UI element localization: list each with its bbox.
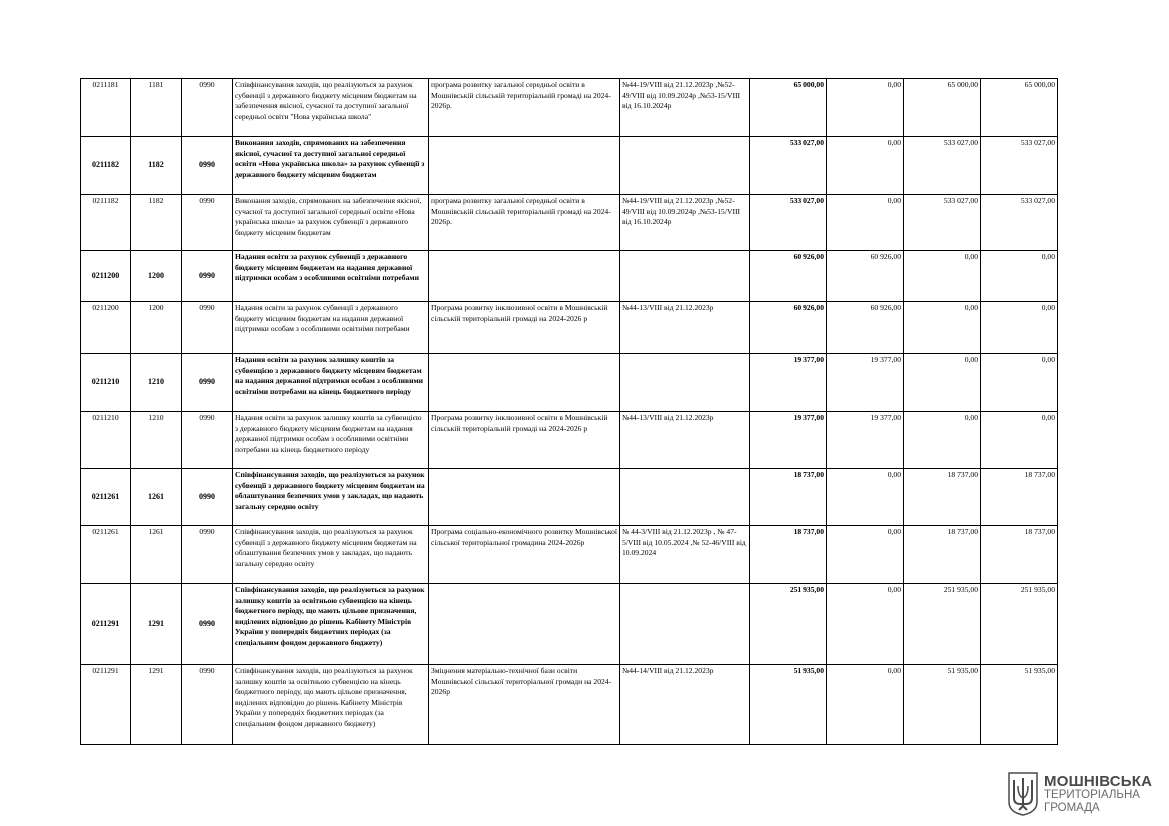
program-name-cell: Програма соціально-економічного розвитку Мошнівської сільської територіальної громадина 2024-2026р (429, 526, 620, 584)
general-fund-cell: 0,00 (827, 665, 904, 745)
table-row (81, 412, 1058, 469)
fkv-code-cell: 0990 (182, 251, 233, 302)
total-amount-cell: 19 377,00 (750, 412, 827, 469)
program-code-cell: 0211261 (81, 526, 131, 584)
kpk-code-cell: 1182 (131, 137, 182, 195)
kpk-code-cell: 1200 (131, 251, 182, 302)
program-name-cell (429, 469, 620, 526)
general-fund-cell: 0,00 (827, 469, 904, 526)
program-name-cell: Програма розвитку інклюзивної освіти в Мошнівській сільській територіальній громаді на 2024-2026 р (429, 302, 620, 354)
kpk-code-cell: 1291 (131, 665, 182, 745)
total-amount-cell: 60 926,00 (750, 251, 827, 302)
decision-cell (620, 354, 750, 412)
measure-name-cell: Виконання заходів, спрямованих на забезпечення якісної, сучасної та доступної загальної середньої освіти «Нова українська школа» за рахунок субвенції з державного бюджету місцевим бюджетам (233, 137, 429, 195)
program-name-cell: програма розвитку загальної середньої освіти в Мошнівській сільській територіальній громаді на 2024-2026р. (429, 79, 620, 137)
special-fund-cell: 0,00 (904, 354, 981, 412)
budget-table (80, 78, 1058, 745)
development-budget-cell: 533 027,00 (981, 137, 1058, 195)
kpk-code-cell: 1182 (131, 195, 182, 251)
general-fund-cell: 19 377,00 (827, 412, 904, 469)
development-budget-cell: 251 935,00 (981, 584, 1058, 665)
kpk-code-cell: 1200 (131, 302, 182, 354)
general-fund-cell: 60 926,00 (827, 251, 904, 302)
development-budget-cell: 51 935,00 (981, 665, 1058, 745)
table-row (81, 195, 1058, 251)
total-amount-cell: 19 377,00 (750, 354, 827, 412)
measure-name-cell: Надання освіти за рахунок залишку коштів за субвенцією з державного бюджету місцевим бюджетам на надання державної підтримки особам з особливими освітніми потребами на кінець бюджетного періоду (233, 354, 429, 412)
general-fund-cell: 0,00 (827, 79, 904, 137)
table-row (81, 584, 1058, 665)
special-fund-cell: 251 935,00 (904, 584, 981, 665)
kpk-code-cell: 1261 (131, 469, 182, 526)
special-fund-cell: 533 027,00 (904, 137, 981, 195)
general-fund-cell: 60 926,00 (827, 302, 904, 354)
table-row (81, 302, 1058, 354)
program-name-cell: Програма розвитку інклюзивної освіти в Мошнівській сільській територіальній громаді на 2024-2026 р (429, 412, 620, 469)
development-budget-cell: 65 000,00 (981, 79, 1058, 137)
total-amount-cell: 60 926,00 (750, 302, 827, 354)
kpk-code-cell: 1210 (131, 412, 182, 469)
fkv-code-cell: 0990 (182, 137, 233, 195)
logo-line-3: ГРОМАДА (1044, 802, 1100, 814)
special-fund-cell: 18 737,00 (904, 469, 981, 526)
total-amount-cell: 51 935,00 (750, 665, 827, 745)
measure-name-cell: Співфінансування заходів, що реалізуються за рахунок субвенції з державного бюджету місцевим бюджетам на забезпечення якісної, сучасної та доступної загальної середньої освіти "Нова українська школа" (233, 79, 429, 137)
decision-cell: №44-19/VIII від 21.12.2023р ,№52-49/VIII від 10.09.2024р ,№53-15/VIII від 16.10.2024р (620, 79, 750, 137)
kpk-code-cell: 1291 (131, 584, 182, 665)
program-code-cell: 0211291 (81, 584, 131, 665)
table-row (81, 354, 1058, 412)
fkv-code-cell: 0990 (182, 469, 233, 526)
kpk-code-cell: 1210 (131, 354, 182, 412)
program-code-cell: 0211261 (81, 469, 131, 526)
total-amount-cell: 65 000,00 (750, 79, 827, 137)
program-name-cell (429, 584, 620, 665)
fkv-code-cell: 0990 (182, 584, 233, 665)
program-code-cell: 0211200 (81, 302, 131, 354)
general-fund-cell: 0,00 (827, 526, 904, 584)
special-fund-cell: 18 737,00 (904, 526, 981, 584)
table-row (81, 137, 1058, 195)
development-budget-cell: 0,00 (981, 302, 1058, 354)
program-code-cell: 0211181 (81, 79, 131, 137)
fkv-code-cell: 0990 (182, 79, 233, 137)
program-name-cell (429, 251, 620, 302)
measure-name-cell: Співфінансування заходів, що реалізуються за рахунок субвенції з державного бюджету місцевим бюджетам на облаштування безпечних умов у закладах, що надають загальну середню освіту (233, 469, 429, 526)
total-amount-cell: 251 935,00 (750, 584, 827, 665)
trident-emblem-icon (1008, 772, 1038, 816)
measure-name-cell: Надання освіти за рахунок залишку коштів за субвенцією з державного бюджету місцевим бюджетам на надання державної підтримки особам з особливими освітніми потребами на кінець бюджетного періоду (233, 412, 429, 469)
development-budget-cell: 0,00 (981, 251, 1058, 302)
special-fund-cell: 65 000,00 (904, 79, 981, 137)
total-amount-cell: 533 027,00 (750, 195, 827, 251)
decision-cell: №44-13/VIII від 21.12.2023р (620, 412, 750, 469)
special-fund-cell: 0,00 (904, 412, 981, 469)
general-fund-cell: 0,00 (827, 137, 904, 195)
measure-name-cell: Виконання заходів, спрямованих на забезпечення якісної, сучасної та доступної загальної середньої освіти «Нова українська школа» за рахунок субвенції з державного бюджету місцевим бюджетам (233, 195, 429, 251)
fkv-code-cell: 0990 (182, 665, 233, 745)
measure-name-cell: Надання освіти за рахунок субвенції з державного бюджету місцевим бюджетам на надання державної підтримки особам з особливими освітніми потребами (233, 302, 429, 354)
community-logo (1008, 772, 1158, 818)
measure-name-cell: Співфінансування заходів, що реалізуються за рахунок субвенції з державного бюджету місцевим бюджетам на облаштування безпечних умов у закладах, що надають загальну середню освіту (233, 526, 429, 584)
fkv-code-cell: 0990 (182, 354, 233, 412)
decision-cell: №44-14/VIII від 21.12.2023р (620, 665, 750, 745)
decision-cell (620, 251, 750, 302)
general-fund-cell: 0,00 (827, 195, 904, 251)
total-amount-cell: 18 737,00 (750, 526, 827, 584)
program-name-cell (429, 137, 620, 195)
measure-name-cell: Надання освіти за рахунок субвенції з державного бюджету місцевим бюджетам на надання державної підтримки особам з особливими освітніми потребами (233, 251, 429, 302)
logo-line-1: МОШНІВСЬКА (1044, 773, 1153, 790)
program-code-cell: 0211182 (81, 195, 131, 251)
development-budget-cell: 0,00 (981, 354, 1058, 412)
table-row (81, 469, 1058, 526)
program-code-cell: 0211200 (81, 251, 131, 302)
measure-name-cell: Співфінансування заходів, що реалізуються за рахунок залишку коштів за освітньою субвенцією на кінець бюджетного періоду, що мають цільове призначення, виділених відповідно до рішень Кабінету Міністрів України у попередніх бюджетних періодах (за спеціальним фондом державного бюджету) (233, 584, 429, 665)
program-code-cell: 0211291 (81, 665, 131, 745)
decision-cell (620, 137, 750, 195)
special-fund-cell: 0,00 (904, 302, 981, 354)
table-row (81, 79, 1058, 137)
program-name-cell (429, 354, 620, 412)
decision-cell (620, 469, 750, 526)
program-name-cell: Зміцнення матеріально-технічної бази освіти Мошнівської сільської територіальної громади на 2024-2026р (429, 665, 620, 745)
development-budget-cell: 533 027,00 (981, 195, 1058, 251)
fkv-code-cell: 0990 (182, 195, 233, 251)
decision-cell (620, 584, 750, 665)
special-fund-cell: 51 935,00 (904, 665, 981, 745)
decision-cell: №44-13/VIII від 21.12.2023р (620, 302, 750, 354)
total-amount-cell: 18 737,00 (750, 469, 827, 526)
fkv-code-cell: 0990 (182, 412, 233, 469)
total-amount-cell: 533 027,00 (750, 137, 827, 195)
table-row (81, 665, 1058, 745)
program-code-cell: 0211210 (81, 412, 131, 469)
measure-name-cell: Співфінансування заходів, що реалізуються за рахунок залишку коштів за освітньою субвенцією на кінець бюджетного періоду, що мають цільове призначення, виділених відповідно до рішень Кабінету Міністрів України у попередніх бюджетних періодах (за спеціальним фондом державного бюджету) (233, 665, 429, 745)
decision-cell: №44-19/VIII від 21.12.2023р ,№52-49/VIII від 10.09.2024р ,№53-15/VIII від 16.10.2024р (620, 195, 750, 251)
logo-line-2: ТЕРИТОРІАЛЬНА (1044, 789, 1140, 801)
program-code-cell: 0211210 (81, 354, 131, 412)
development-budget-cell: 0,00 (981, 412, 1058, 469)
kpk-code-cell: 1261 (131, 526, 182, 584)
development-budget-cell: 18 737,00 (981, 469, 1058, 526)
general-fund-cell: 0,00 (827, 584, 904, 665)
decision-cell: № 44-3/VIII від 21.12.2023р , № 47-5/VIII від 10.05.2024 ,№ 52-46/VIII від 10.09.2024 (620, 526, 750, 584)
table-row (81, 526, 1058, 584)
development-budget-cell: 18 737,00 (981, 526, 1058, 584)
program-name-cell: програма розвитку загальної середньої освіти в Мошнівській сільській територіальній громаді на 2024-2026р. (429, 195, 620, 251)
general-fund-cell: 19 377,00 (827, 354, 904, 412)
table-row (81, 251, 1058, 302)
kpk-code-cell: 1181 (131, 79, 182, 137)
special-fund-cell: 0,00 (904, 251, 981, 302)
fkv-code-cell: 0990 (182, 302, 233, 354)
special-fund-cell: 533 027,00 (904, 195, 981, 251)
program-code-cell: 0211182 (81, 137, 131, 195)
fkv-code-cell: 0990 (182, 526, 233, 584)
